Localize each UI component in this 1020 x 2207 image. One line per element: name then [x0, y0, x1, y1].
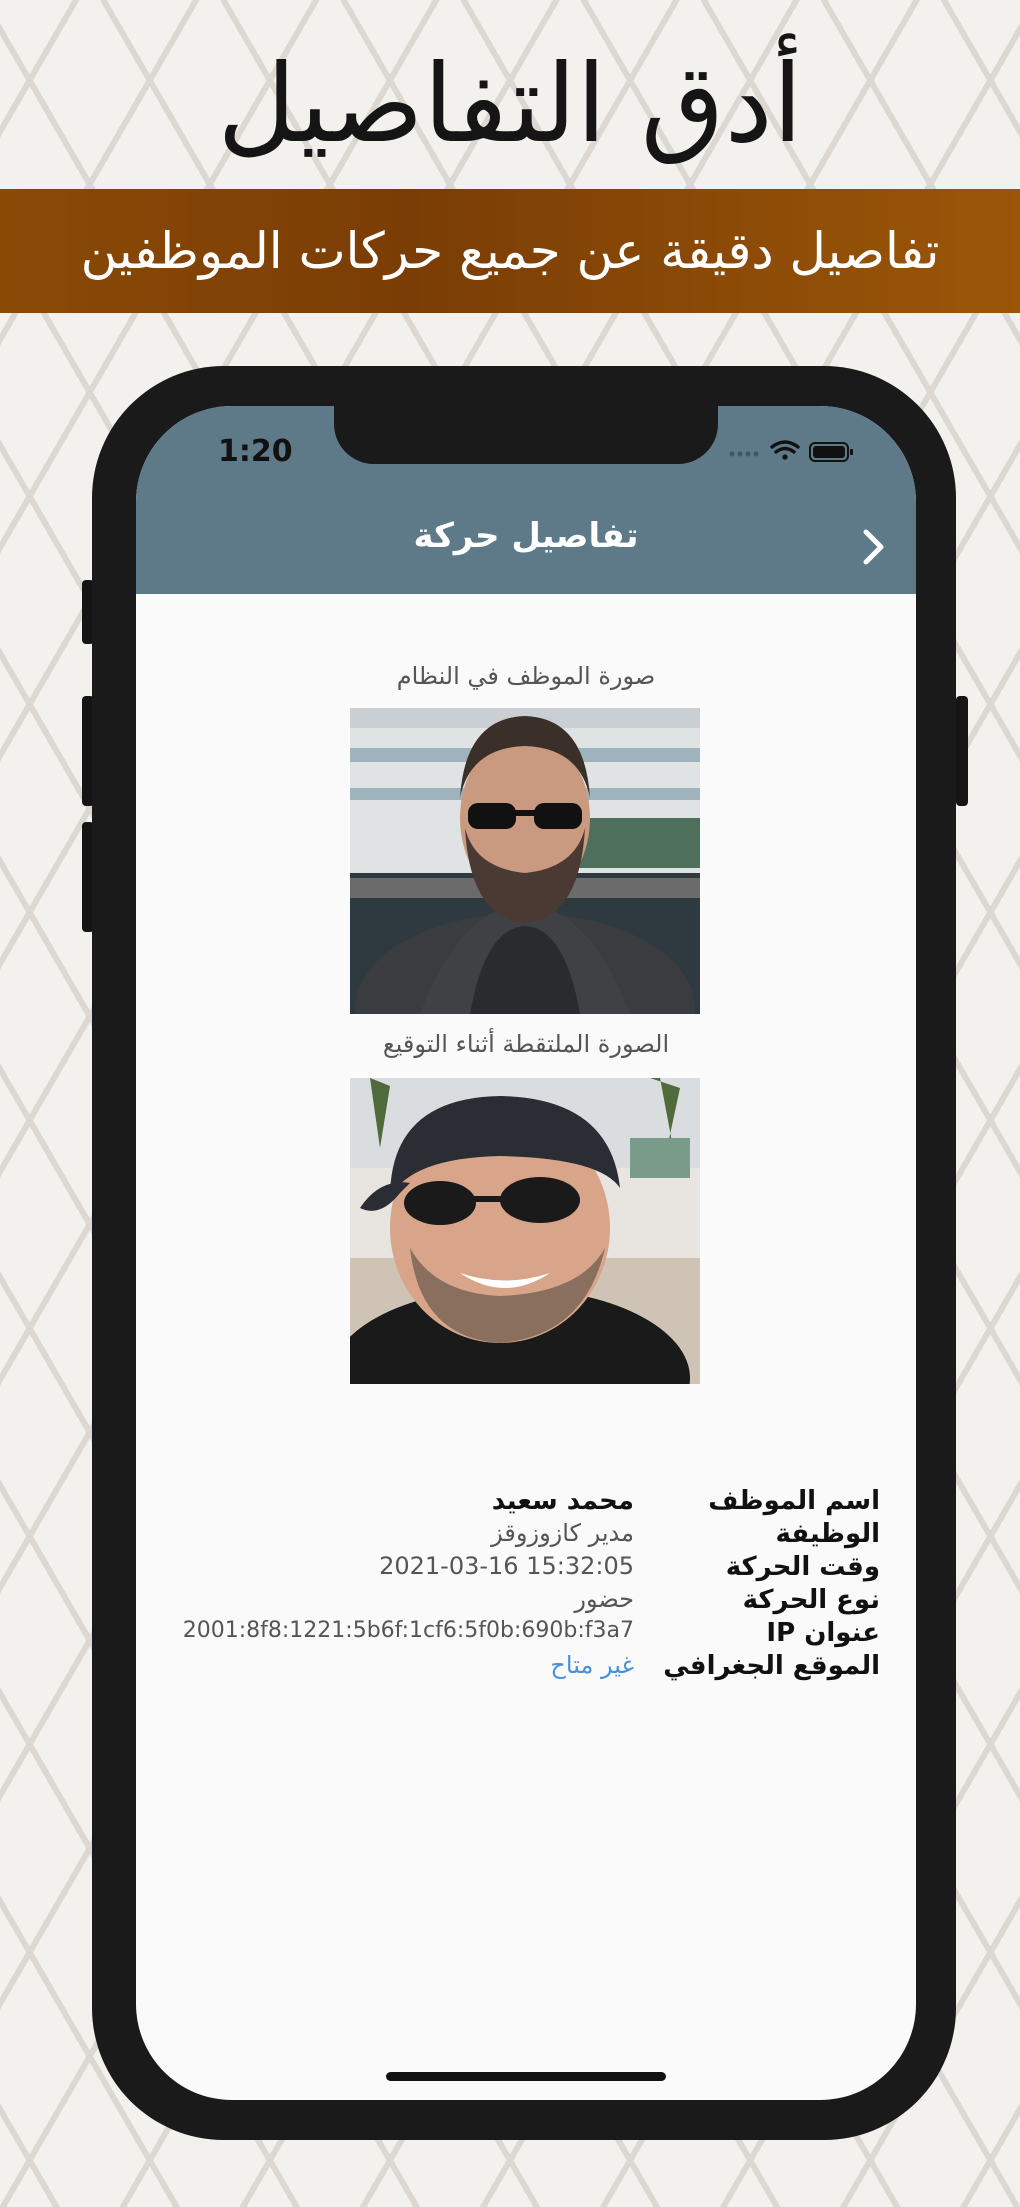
home-indicator[interactable] — [386, 2072, 666, 2081]
phone-power-button — [956, 696, 968, 806]
promo-headline: أدق التفاصيل — [217, 42, 803, 167]
detail-label-movement-time: وقت الحركة — [725, 1552, 880, 1582]
device-notch — [334, 406, 718, 464]
navigation-bar — [136, 406, 916, 594]
app-screen — [136, 406, 916, 2100]
wifi-icon — [772, 442, 798, 460]
detail-value-geo-location-link[interactable]: غير متاح — [550, 1651, 634, 1679]
status-icons — [726, 436, 856, 466]
chevron-right-icon — [866, 532, 881, 562]
promo-subtitle: تفاصيل دقيقة عن جميع حركات الموظفين — [80, 222, 940, 280]
detail-label-employee-name: اسم الموظف — [708, 1486, 880, 1516]
detail-label-geo-location: الموقع الجغرافي — [663, 1651, 880, 1681]
detail-value-movement-time: 2021-03-16 15:32:05 — [379, 1552, 634, 1580]
battery-icon — [810, 443, 853, 461]
page-title: تفاصيل حركة — [413, 516, 639, 556]
back-button[interactable] — [854, 522, 894, 572]
detail-label-ip-address: عنوان IP — [766, 1618, 880, 1648]
detail-value-job: مدير كازوزوقز — [491, 1519, 634, 1547]
employee-signing-photo — [350, 1078, 700, 1384]
status-time: 1:20 — [218, 434, 293, 469]
promo-ribbon — [0, 189, 1020, 313]
cellular-signal-icon — [730, 452, 759, 457]
signing-photo-caption: الصورة الملتقطة أثناء التوقيع — [382, 1030, 670, 1058]
system-photo-caption: صورة الموظف في النظام — [396, 662, 656, 690]
detail-label-job: الوظيفة — [775, 1519, 880, 1549]
detail-label-movement-type: نوع الحركة — [742, 1585, 880, 1615]
employee-system-photo — [350, 708, 700, 1014]
detail-value-ip-address: 2001:8f8:1221:5b6f:1cf6:5f0b:690b:f3a7 — [182, 1618, 634, 1643]
detail-value-movement-type: حضور — [574, 1585, 634, 1613]
detail-value-employee-name: محمد سعيد — [491, 1486, 634, 1516]
